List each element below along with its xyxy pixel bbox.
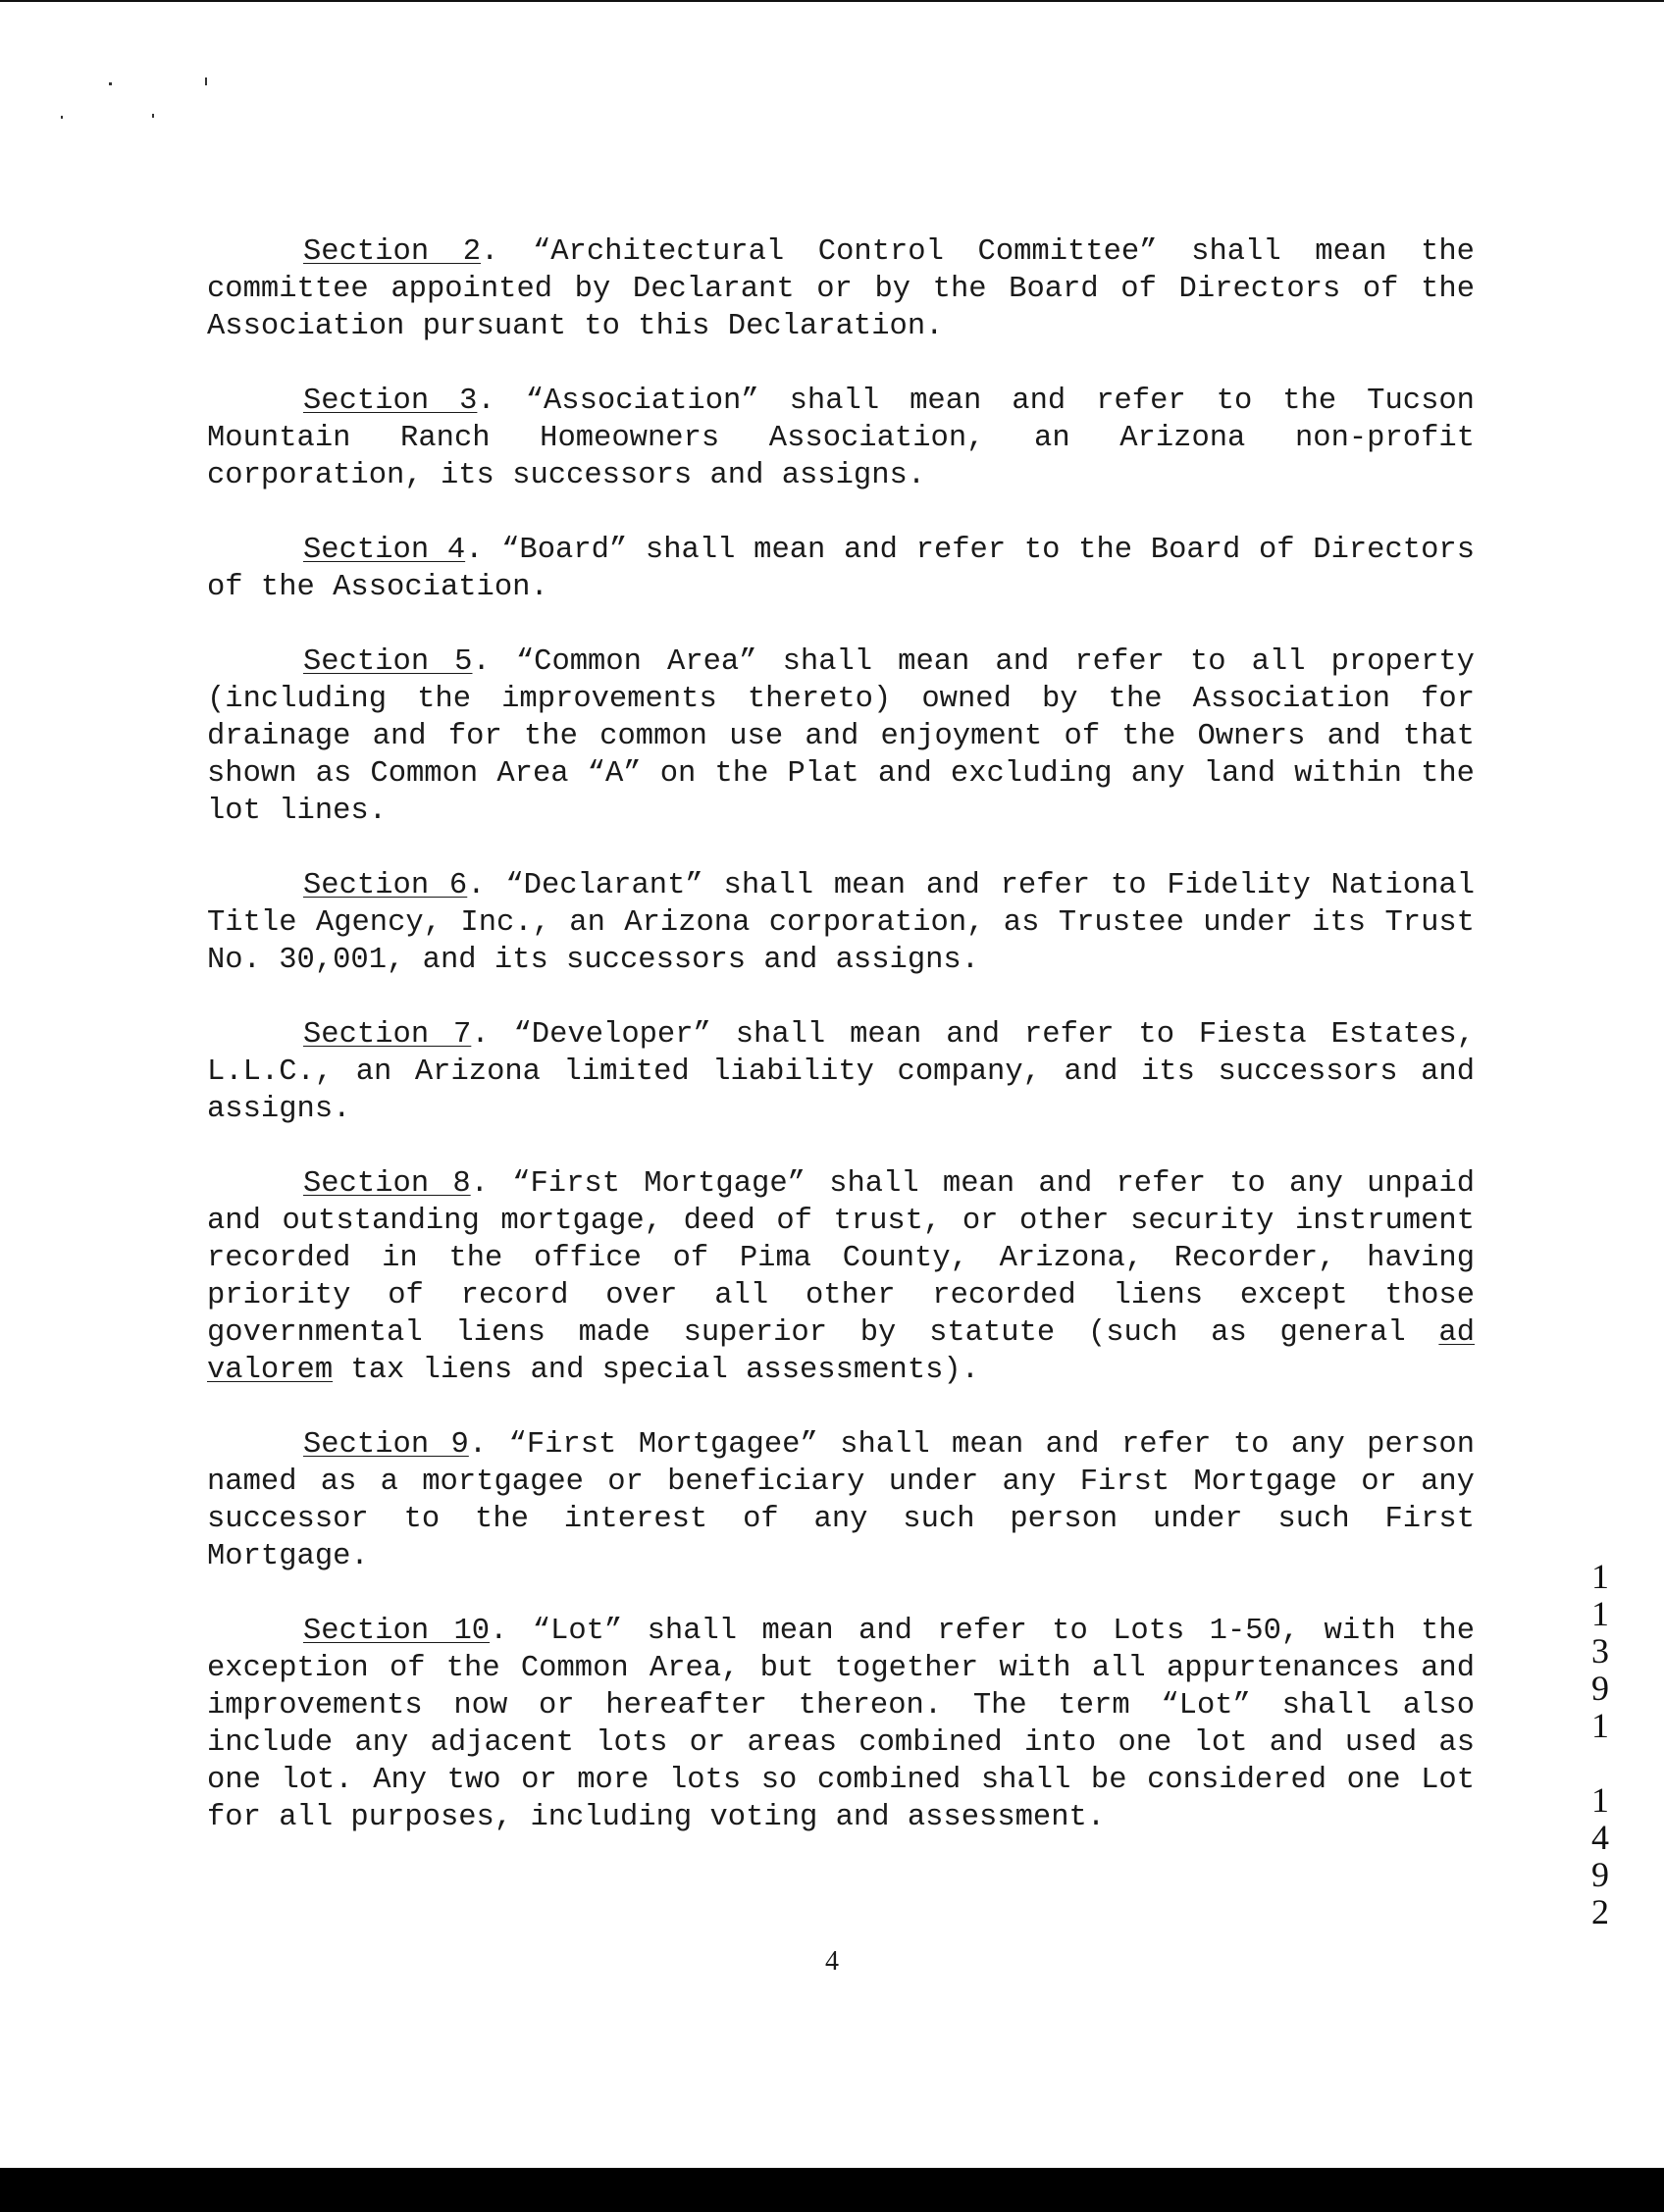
scan-bottom-edge (0, 2168, 1664, 2212)
section-text: tax liens and special assessments). (333, 1354, 980, 1387)
stamp-digit: 3 (1591, 1631, 1609, 1671)
section-2 (207, 233, 1475, 345)
section-heading: Section 5 (303, 645, 473, 679)
section-text: . “Architectural Control Committee” shall mean the committee appointed by Declarant or by the Board of Directors of the Association pursuant to this Declaration. (207, 235, 1475, 343)
section-heading: Section 9 (303, 1428, 469, 1462)
stamp-digit: 9 (1591, 1669, 1609, 1708)
section-text: . “Lot” shall mean and refer to Lots 1-50, with the exception of the Common Area, but together with all appurtenances and improvements now or hereafter thereon. The term “Lot” shall also include any adjacent lots or areas combined into one lot and used as one lot. Any two or more lots so combined shall be considered one Lot for all purposes, including voting and assessment. (207, 1615, 1475, 1834)
document-body (207, 233, 1475, 1836)
scan-speck (205, 77, 207, 85)
stamp-digit: 1 (1591, 1780, 1609, 1820)
section-heading: Section 3 (303, 385, 478, 418)
section-3 (207, 383, 1475, 494)
section-10 (207, 1613, 1475, 1836)
section-text: . “First Mortgagee” shall mean and refer to any person named as a mortgagee or beneficiary under any First Mortgage or any successor to the interest of any such person under such First Mortgage. (207, 1428, 1475, 1573)
section-heading: Section 7 (303, 1018, 472, 1052)
stamp-gap (1578, 1744, 1623, 1781)
stamp-digit: 2 (1591, 1892, 1609, 1931)
section-7 (207, 1016, 1475, 1128)
latin-term: valorem (207, 1354, 334, 1387)
page-number: 4 (825, 1946, 839, 1977)
top-border-line (0, 0, 1664, 2)
stamp-digit: 4 (1591, 1818, 1609, 1857)
section-9 (207, 1426, 1475, 1575)
section-text: . “Developer” shall mean and refer to Fiesta Estates, L.L.C., an Arizona limited liability company, and its successors and assigns. (207, 1018, 1475, 1126)
section-4 (207, 532, 1475, 606)
section-8 (207, 1165, 1475, 1389)
section-heading: Section 10 (303, 1615, 491, 1648)
section-6 (207, 867, 1475, 979)
section-text: . “First Mortgage” shall mean and refer to any unpaid and outstanding mortgage, deed of trust, or other security instrument recorded in the office of Pima County, Arizona, Recorder, having priority of record over all other recorded liens except those governmental liens made superior by statute (such as general (207, 1167, 1475, 1350)
section-text: . “Association” shall mean and refer to the Tucson Mountain Ranch Homeowners Association, an Arizona non-profit corporation, its successors and assigns. (207, 385, 1475, 492)
section-text: . “Declarant” shall mean and refer to Fidelity National Title Agency, Inc., an Arizona corporation, as Trustee under its Trust No. 30,001, and its successors and assigns. (207, 869, 1475, 977)
section-heading: Section 8 (303, 1167, 471, 1201)
stamp-digit: 1 (1591, 1557, 1609, 1596)
section-heading: Section 6 (303, 869, 468, 902)
scan-speck (109, 82, 112, 85)
section-text: . “Common Area” shall mean and refer to all property (including the improvements thereto) owned by the Association for drainage and for the common use and enjoyment of the Owners and that shown as Common Area “A” on the Plat and excluding any land within the lot lines. (207, 645, 1475, 828)
section-text: . “Board” shall mean and refer to the Board of Directors of the Association. (207, 534, 1475, 604)
latin-term: ad (1438, 1316, 1475, 1350)
stamp-digit: 1 (1591, 1594, 1609, 1633)
scan-speck (61, 116, 63, 119)
section-5 (207, 643, 1475, 830)
section-heading: Section 2 (303, 235, 482, 269)
stamp-digit: 1 (1591, 1706, 1609, 1745)
recording-number-stamp (1578, 1558, 1623, 1930)
stamp-digit: 9 (1591, 1855, 1609, 1894)
section-heading: Section 4 (303, 534, 466, 567)
scan-speck (152, 114, 154, 118)
